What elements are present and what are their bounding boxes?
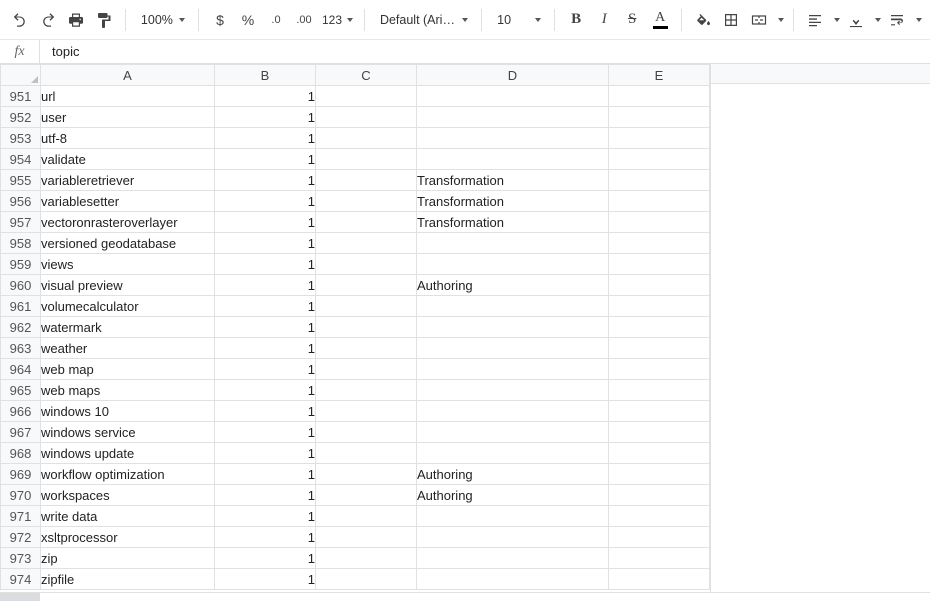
row-header[interactable]: 954	[1, 149, 41, 170]
table-row	[1, 569, 710, 590]
cell-e974[interactable]	[609, 569, 710, 590]
cell-c968[interactable]	[316, 443, 417, 464]
cell-b970[interactable]: 1	[215, 485, 316, 506]
cell-e971[interactable]	[609, 506, 710, 527]
column-header-c[interactable]: C	[316, 65, 417, 86]
cell-c951[interactable]	[316, 86, 417, 107]
cell-d958[interactable]	[417, 233, 609, 254]
cell-e957[interactable]	[609, 212, 710, 233]
cell-a970[interactable]: workspaces	[41, 485, 215, 506]
cell-d964[interactable]	[417, 359, 609, 380]
cell-d974[interactable]	[417, 569, 609, 590]
row-header[interactable]: 953	[1, 128, 41, 149]
text-wrap-icon[interactable]	[883, 6, 911, 34]
toolbar-separator-6	[681, 9, 682, 31]
strikethrough-button[interactable]: S	[628, 11, 637, 27]
column-header-d[interactable]: D	[417, 65, 609, 86]
cell-c957[interactable]	[316, 212, 417, 233]
cell-a954[interactable]: validate	[41, 149, 215, 170]
cell-a965[interactable]: web maps	[41, 380, 215, 401]
cell-e967[interactable]	[609, 422, 710, 443]
table-row	[1, 485, 710, 506]
cell-e953[interactable]	[609, 128, 710, 149]
increase-decimal-label: .00	[296, 13, 312, 26]
cell-e954[interactable]	[609, 149, 710, 170]
toolbar-separator-4	[481, 9, 482, 31]
cell-a956[interactable]: variablesetter	[41, 191, 215, 212]
cell-e958[interactable]	[609, 233, 710, 254]
table-row	[1, 506, 710, 527]
cell-b951[interactable]: 1	[215, 86, 316, 107]
column-header-e[interactable]: E	[609, 65, 710, 86]
cell-e965[interactable]	[609, 380, 710, 401]
formula-input[interactable]: topic	[52, 44, 80, 59]
cell-a967[interactable]: windows service	[41, 422, 215, 443]
row-header[interactable]: 964	[1, 359, 41, 380]
text-color-button[interactable]	[646, 6, 674, 34]
cell-b952[interactable]: 1	[215, 107, 316, 128]
row-header[interactable]: 958	[1, 233, 41, 254]
fx-label: fx	[0, 40, 40, 63]
row-header[interactable]: 965	[1, 380, 41, 401]
cell-e956[interactable]	[609, 191, 710, 212]
cell-b966[interactable]: 1	[215, 401, 316, 422]
table-row	[1, 191, 710, 212]
cell-d953[interactable]	[417, 128, 609, 149]
row-header-bottom-chunk	[0, 593, 40, 601]
bold-button[interactable]: B	[571, 11, 582, 27]
row-header[interactable]: 963	[1, 338, 41, 359]
increase-decimal-button[interactable]	[290, 6, 318, 34]
zoom-selector[interactable]	[133, 6, 191, 34]
font-size-selector[interactable]	[489, 6, 547, 34]
cell-d954[interactable]	[417, 149, 609, 170]
grid-right-filler-header	[711, 64, 930, 84]
cell-a974[interactable]: zipfile	[41, 569, 215, 590]
table-row	[1, 212, 710, 233]
cell-e961[interactable]	[609, 296, 710, 317]
cell-d959[interactable]	[417, 254, 609, 275]
cell-c972[interactable]	[316, 527, 417, 548]
font-size-value: 10	[497, 12, 512, 27]
column-header-b[interactable]: B	[215, 65, 316, 86]
cell-a953[interactable]: utf-8	[41, 128, 215, 149]
cell-c954[interactable]	[316, 149, 417, 170]
table-row	[1, 548, 710, 569]
formula-bar	[0, 40, 930, 64]
cell-e972[interactable]	[609, 527, 710, 548]
column-header-a[interactable]: A	[41, 65, 215, 86]
cell-c955[interactable]	[316, 170, 417, 191]
cell-e960[interactable]	[609, 275, 710, 296]
cell-c964[interactable]	[316, 359, 417, 380]
font-family-selector[interactable]	[372, 6, 474, 34]
cell-b964[interactable]: 1	[215, 359, 316, 380]
cell-c967[interactable]	[316, 422, 417, 443]
cell-b971[interactable]: 1	[215, 506, 316, 527]
row-header[interactable]: 971	[1, 506, 41, 527]
table-row	[1, 275, 710, 296]
cell-a968[interactable]: windows update	[41, 443, 215, 464]
font-family-value: Default (Ari…	[379, 12, 455, 27]
cell-c973[interactable]	[316, 548, 417, 569]
chevron-down-icon	[179, 18, 185, 22]
cell-e952[interactable]	[609, 107, 710, 128]
cell-c959[interactable]	[316, 254, 417, 275]
cell-a957[interactable]: vectoronrasteroverlayer	[41, 212, 215, 233]
toolbar-separator-7	[793, 9, 794, 31]
cell-c962[interactable]	[316, 317, 417, 338]
cell-b959[interactable]: 1	[215, 254, 316, 275]
paint-format-icon[interactable]	[90, 6, 118, 34]
row-header[interactable]: 952	[1, 107, 41, 128]
cell-d966[interactable]	[417, 401, 609, 422]
table-row	[1, 170, 710, 191]
row-header[interactable]: 970	[1, 485, 41, 506]
undo-icon[interactable]	[6, 6, 34, 34]
cell-b956[interactable]: 1	[215, 191, 316, 212]
column-header-row	[1, 65, 710, 86]
cell-d973[interactable]	[417, 548, 609, 569]
cell-a958[interactable]: versioned geodatabase	[41, 233, 215, 254]
cell-d951[interactable]	[417, 86, 609, 107]
cell-a964[interactable]: web map	[41, 359, 215, 380]
cell-d957[interactable]: Transformation	[417, 212, 609, 233]
grid-right-filler	[710, 64, 930, 601]
row-header[interactable]: 972	[1, 527, 41, 548]
cell-b968[interactable]: 1	[215, 443, 316, 464]
toolbar-separator-5	[554, 9, 555, 31]
cell-b963[interactable]: 1	[215, 338, 316, 359]
cell-c970[interactable]	[316, 485, 417, 506]
print-icon[interactable]	[62, 6, 90, 34]
cell-c953[interactable]	[316, 128, 417, 149]
cell-e969[interactable]	[609, 464, 710, 485]
cell-d968[interactable]	[417, 443, 609, 464]
row-header[interactable]: 962	[1, 317, 41, 338]
toolbar	[0, 0, 930, 40]
cell-e951[interactable]	[609, 86, 710, 107]
cell-b974[interactable]: 1	[215, 569, 316, 590]
cell-c965[interactable]	[316, 380, 417, 401]
text-color-icon	[653, 11, 668, 29]
currency-format-button[interactable]: $	[216, 11, 224, 28]
cell-d961[interactable]	[417, 296, 609, 317]
cell-c952[interactable]	[316, 107, 417, 128]
grid-area	[0, 64, 930, 601]
cell-e959[interactable]	[609, 254, 710, 275]
row-header[interactable]: 967	[1, 422, 41, 443]
merge-cells-options[interactable]	[773, 6, 786, 34]
table-row	[1, 128, 710, 149]
cell-b961[interactable]: 1	[215, 296, 316, 317]
cell-a963[interactable]: weather	[41, 338, 215, 359]
cell-b954[interactable]: 1	[215, 149, 316, 170]
spreadsheet-grid	[0, 64, 710, 590]
row-header[interactable]: 956	[1, 191, 41, 212]
vertical-align-icon[interactable]	[842, 6, 870, 34]
table-row	[1, 233, 710, 254]
more-formats-selector[interactable]	[318, 6, 357, 34]
select-all-triangle-icon	[31, 76, 38, 83]
cell-c960[interactable]	[316, 275, 417, 296]
row-header[interactable]: 969	[1, 464, 41, 485]
cell-a959[interactable]: views	[41, 254, 215, 275]
cell-d962[interactable]	[417, 317, 609, 338]
cell-a966[interactable]: windows 10	[41, 401, 215, 422]
cell-a952[interactable]: user	[41, 107, 215, 128]
percent-format-button[interactable]: %	[241, 11, 255, 28]
cell-a962[interactable]: watermark	[41, 317, 215, 338]
more-formats-label: 123	[321, 12, 343, 27]
chevron-down-icon	[462, 18, 468, 22]
chevron-down-icon	[916, 18, 922, 22]
cell-e955[interactable]	[609, 170, 710, 191]
row-header[interactable]: 960	[1, 275, 41, 296]
decrease-decimal-label: .0	[271, 13, 281, 26]
text-color-label: A	[655, 9, 666, 25]
cell-c958[interactable]	[316, 233, 417, 254]
cell-a951[interactable]: url	[41, 86, 215, 107]
cell-e964[interactable]	[609, 359, 710, 380]
cell-b969[interactable]: 1	[215, 464, 316, 485]
merge-cells-icon[interactable]	[745, 6, 773, 34]
fill-color-icon[interactable]	[689, 6, 717, 34]
row-header[interactable]: 951	[1, 86, 41, 107]
cell-b972[interactable]: 1	[215, 527, 316, 548]
cell-b958[interactable]: 1	[215, 233, 316, 254]
cell-a969[interactable]: workflow optimization	[41, 464, 215, 485]
table-row	[1, 443, 710, 464]
cell-d955[interactable]: Transformation	[417, 170, 609, 191]
table-row	[1, 149, 710, 170]
cell-e962[interactable]	[609, 317, 710, 338]
cell-d967[interactable]	[417, 422, 609, 443]
row-header[interactable]: 973	[1, 548, 41, 569]
chevron-down-icon	[834, 18, 840, 22]
cell-b960[interactable]: 1	[215, 275, 316, 296]
cell-d970[interactable]: Authoring	[417, 485, 609, 506]
cell-d952[interactable]	[417, 107, 609, 128]
cell-e970[interactable]	[609, 485, 710, 506]
row-header[interactable]: 957	[1, 212, 41, 233]
table-row	[1, 107, 710, 128]
chevron-down-icon	[778, 18, 784, 22]
cell-b953[interactable]: 1	[215, 128, 316, 149]
cell-e968[interactable]	[609, 443, 710, 464]
toolbar-separator-2	[198, 9, 199, 31]
chevron-down-icon	[875, 18, 881, 22]
grid-bottom-edge	[0, 592, 930, 601]
cell-c971[interactable]	[316, 506, 417, 527]
table-row	[1, 422, 710, 443]
cell-b955[interactable]: 1	[215, 170, 316, 191]
cell-e963[interactable]	[609, 338, 710, 359]
cell-e973[interactable]	[609, 548, 710, 569]
row-header[interactable]: 968	[1, 443, 41, 464]
borders-icon[interactable]	[717, 6, 745, 34]
toolbar-separator-1	[125, 9, 126, 31]
cell-a973[interactable]: zip	[41, 548, 215, 569]
table-row	[1, 527, 710, 548]
cell-d956[interactable]: Transformation	[417, 191, 609, 212]
toolbar-separator-3	[364, 9, 365, 31]
cell-b967[interactable]: 1	[215, 422, 316, 443]
vertical-align-options[interactable]	[870, 6, 883, 34]
table-row	[1, 401, 710, 422]
cell-d972[interactable]	[417, 527, 609, 548]
cell-a955[interactable]: variableretriever	[41, 170, 215, 191]
table-row	[1, 380, 710, 401]
row-header[interactable]: 974	[1, 569, 41, 590]
cell-c961[interactable]	[316, 296, 417, 317]
cell-c966[interactable]	[316, 401, 417, 422]
cell-c963[interactable]	[316, 338, 417, 359]
cell-d971[interactable]	[417, 506, 609, 527]
cell-a971[interactable]: write data	[41, 506, 215, 527]
italic-button[interactable]: I	[601, 11, 607, 27]
row-header[interactable]: 959	[1, 254, 41, 275]
horizontal-align-options[interactable]	[829, 6, 842, 34]
chevron-down-icon	[535, 18, 541, 22]
cell-a960[interactable]: visual preview	[41, 275, 215, 296]
cell-d965[interactable]	[417, 380, 609, 401]
horizontal-align-icon[interactable]	[801, 6, 829, 34]
cell-c969[interactable]	[316, 464, 417, 485]
table-row	[1, 296, 710, 317]
cell-b962[interactable]: 1	[215, 317, 316, 338]
row-header[interactable]: 955	[1, 170, 41, 191]
redo-icon[interactable]	[34, 6, 62, 34]
cell-b965[interactable]: 1	[215, 380, 316, 401]
select-all-corner[interactable]	[1, 65, 41, 86]
cell-e966[interactable]	[609, 401, 710, 422]
row-header[interactable]: 966	[1, 401, 41, 422]
table-row	[1, 86, 710, 107]
table-row	[1, 338, 710, 359]
decrease-decimal-button[interactable]	[262, 6, 290, 34]
text-color-swatch	[653, 26, 668, 29]
cell-d969[interactable]: Authoring	[417, 464, 609, 485]
cell-b957[interactable]: 1	[215, 212, 316, 233]
cell-d960[interactable]: Authoring	[417, 275, 609, 296]
cell-c956[interactable]	[316, 191, 417, 212]
chevron-down-icon	[347, 18, 353, 22]
zoom-value: 100%	[140, 12, 173, 27]
grid-body	[1, 86, 710, 590]
cell-d963[interactable]	[417, 338, 609, 359]
table-row	[1, 317, 710, 338]
cell-c974[interactable]	[316, 569, 417, 590]
table-row	[1, 254, 710, 275]
cell-a972[interactable]: xsltprocessor	[41, 527, 215, 548]
row-header[interactable]: 961	[1, 296, 41, 317]
text-wrap-options[interactable]	[911, 6, 924, 34]
cell-b973[interactable]: 1	[215, 548, 316, 569]
cell-a961[interactable]: volumecalculator	[41, 296, 215, 317]
table-row	[1, 359, 710, 380]
table-row	[1, 464, 710, 485]
